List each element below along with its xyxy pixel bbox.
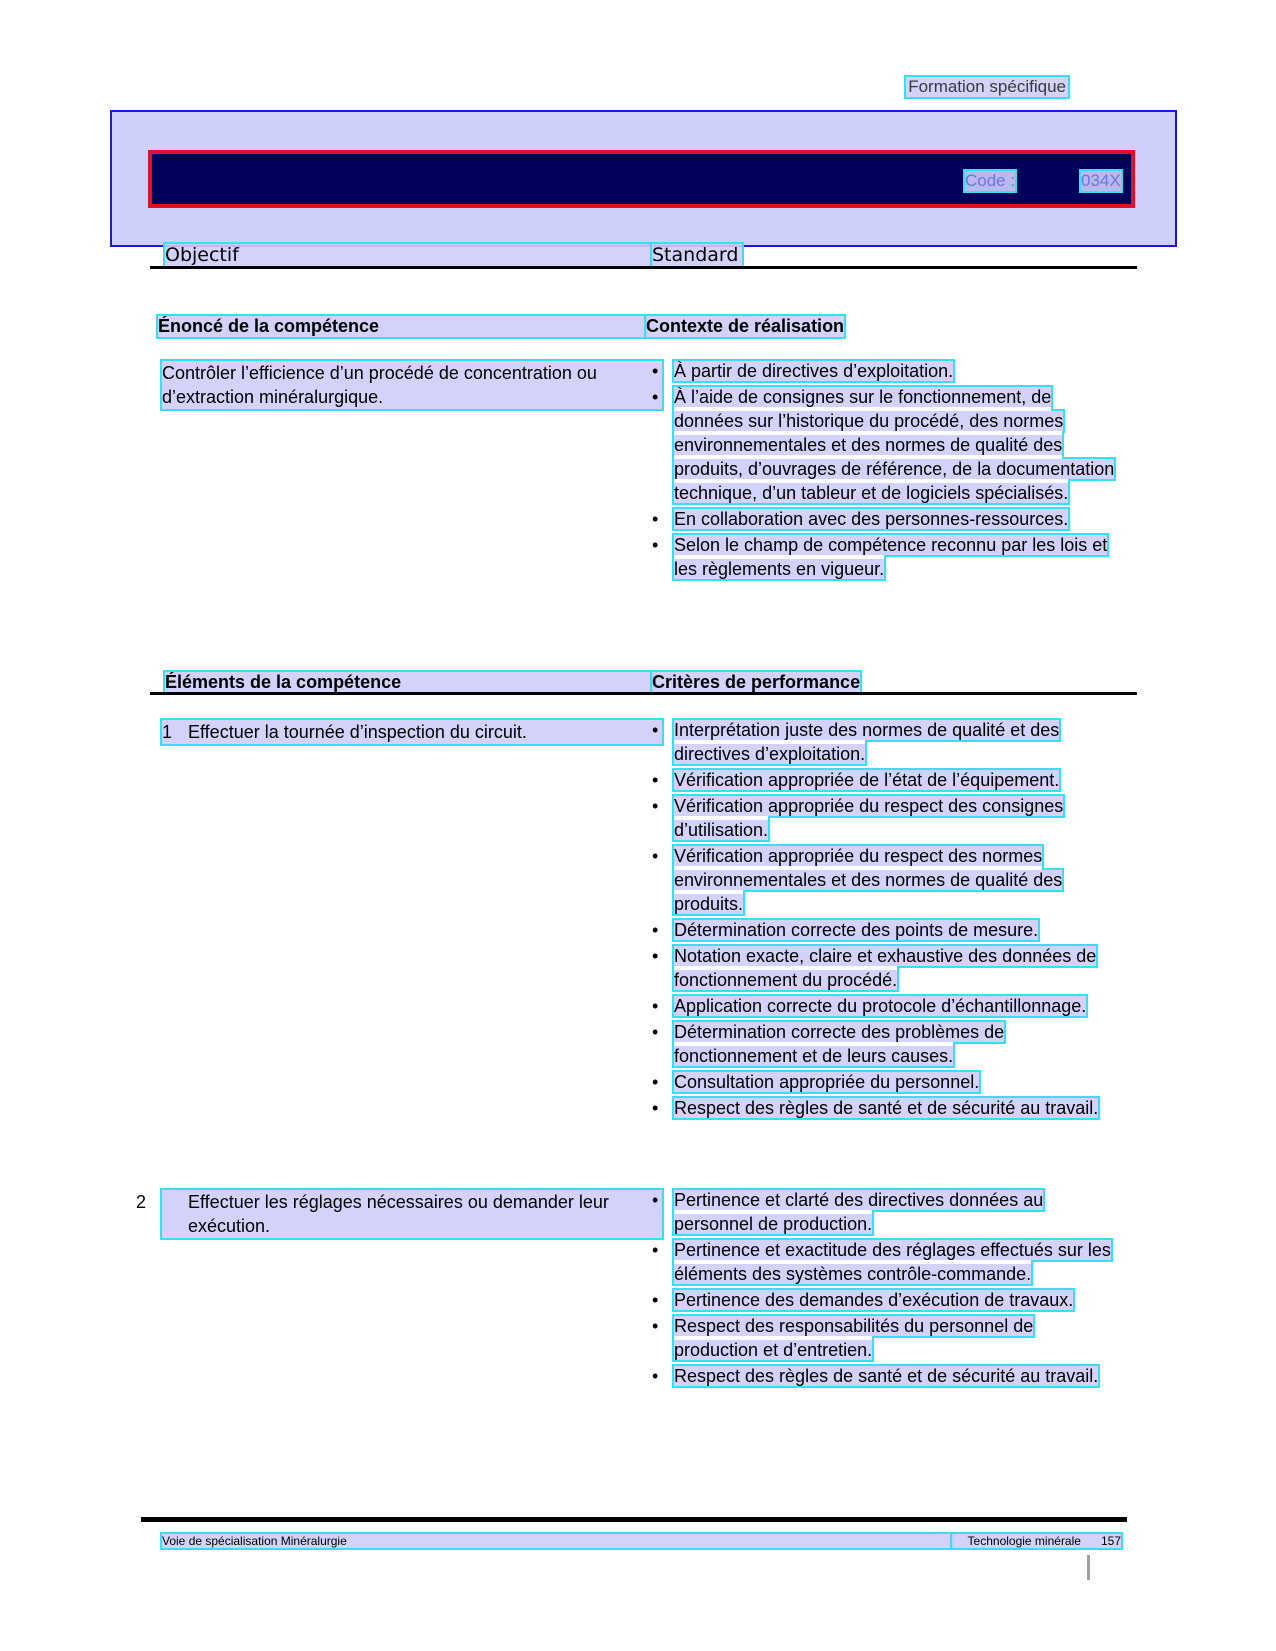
standard-heading: Standard <box>652 244 742 266</box>
objectif-heading: Objectif <box>165 244 652 266</box>
criteria-list-2 <box>652 1188 1122 1390</box>
bullet-icon: • <box>652 361 659 381</box>
bullet-icon: • <box>652 1240 659 1260</box>
bullet-icon: • <box>652 846 659 866</box>
code-spacer <box>1020 171 1076 190</box>
critere-item <box>652 1288 1122 1312</box>
footer-left: Voie de spécialisation Minéralurgie <box>162 1534 952 1548</box>
bullet-text: Consultation appropriée du personnel. <box>674 1072 980 1092</box>
critere-item <box>652 1020 1122 1068</box>
bullet-text: Respect des règles de santé et de sécurité au travail. <box>674 1366 1099 1386</box>
critere-item <box>652 1238 1122 1286</box>
bullet-text: Vérification appropriée du respect des normes environnementales et des normes de qualité des produits. <box>674 846 1063 914</box>
elements-heading: Éléments de la compétence <box>165 672 652 693</box>
critere-item <box>652 1096 1122 1120</box>
contexte-item <box>652 385 1122 505</box>
bullet-icon: • <box>652 1022 659 1042</box>
footer-right <box>952 1534 1121 1548</box>
contexte-item <box>652 507 1122 531</box>
bullet-text: Pertinence des demandes d’exécution de travaux. <box>674 1290 1074 1310</box>
bullet-text: À l’aide de consignes sur le fonctionnement, de données sur l’historique du procédé, des normes environnementales et des normes de qualité des produits, d’ouvrages de référence, de la documentation technique, d’un tableur et de logiciels spécialisés. <box>674 387 1115 503</box>
contexte-item <box>652 533 1122 581</box>
bullet-text: Vérification appropriée du respect des consignes d’utilisation. <box>674 796 1064 840</box>
enonce-heading: Énoncé de la compétence <box>158 316 645 337</box>
enonce-text: Contrôler l’efficience d’un procédé de concentration ou d’extraction minéralurgique. <box>162 361 662 409</box>
bullet-icon: • <box>652 387 659 407</box>
bullet-text: Notation exacte, claire et exhaustive des données de fonctionnement du procédé. <box>674 946 1097 990</box>
element-2 <box>136 1190 662 1238</box>
bullet-icon: • <box>652 1072 659 1092</box>
critere-item <box>652 1188 1122 1236</box>
bullet-text: Selon le champ de compétence reconnu par les lois et les règlements en vigueur. <box>674 535 1108 579</box>
contexte-list <box>652 359 1122 583</box>
bullet-text: Respect des responsabilités du personnel de production et d’entretien. <box>674 1316 1034 1360</box>
bullet-icon: • <box>652 946 659 966</box>
footer-right-text: Technologie minérale <box>967 1534 1081 1548</box>
critere-item <box>652 768 1122 792</box>
elements-divider <box>150 692 1137 695</box>
column-divider <box>150 266 1137 269</box>
element-text: Effectuer la tournée d’inspection du circuit. <box>188 722 527 742</box>
critere-item <box>652 918 1122 942</box>
critere-item <box>652 1070 1122 1094</box>
bullet-text: À partir de directives d’exploitation. <box>674 361 954 381</box>
bullet-icon: • <box>652 920 659 940</box>
critere-item <box>652 1364 1122 1388</box>
bullet-text: Application correcte du protocole d’échantillonnage. <box>674 996 1087 1016</box>
bullet-text: Pertinence et clarté des directives données au personnel de production. <box>674 1190 1044 1234</box>
bullet-icon: • <box>652 1290 659 1310</box>
bullet-icon: • <box>652 509 659 529</box>
critere-item <box>652 718 1122 766</box>
footer-rule <box>141 1517 1127 1522</box>
bullet-text: Vérification appropriée de l’état de l’équipement. <box>674 770 1060 790</box>
element-text: Effectuer les réglages nécessaires ou demander leur exécution. <box>188 1192 609 1236</box>
bullet-icon: • <box>652 1098 659 1118</box>
code-label: Code : <box>965 171 1016 190</box>
criteria-list-1 <box>652 718 1122 1122</box>
bullet-icon: • <box>652 1366 659 1386</box>
contexte-heading: Contexte de réalisation <box>646 316 845 336</box>
bullet-icon: • <box>652 720 659 740</box>
bullet-text: Détermination correcte des points de mesure. <box>674 920 1039 940</box>
bullet-icon: • <box>652 796 659 816</box>
bullet-text: Détermination correcte des problèmes de fonctionnement et de leurs causes. <box>674 1022 1005 1066</box>
bullet-icon: • <box>652 535 659 555</box>
bullet-text: Interprétation juste des normes de qualité et des directives d’exploitation. <box>674 720 1060 764</box>
contexte-item <box>652 359 1122 383</box>
bullet-icon: • <box>652 770 659 790</box>
element-1 <box>162 720 662 744</box>
bullet-text: Pertinence et exactitude des réglages effectués sur les éléments des systèmes contrôle-commande. <box>674 1240 1111 1284</box>
critere-item <box>652 844 1122 916</box>
critere-item <box>652 944 1122 992</box>
footer-mark <box>1087 1555 1090 1580</box>
bullet-text: En collaboration avec des personnes-ressources. <box>674 509 1069 529</box>
bullet-text: Respect des règles de santé et de sécurité au travail. <box>674 1098 1099 1118</box>
criteres-heading: Critères de performance <box>652 672 861 692</box>
page-number: 157 <box>1100 1534 1121 1548</box>
element-number: 1 <box>162 722 173 742</box>
bullet-icon: • <box>652 1190 659 1210</box>
bullet-icon: • <box>652 996 659 1016</box>
critere-item <box>652 994 1122 1018</box>
section-label: Formation spécifique <box>908 77 1066 96</box>
critere-item <box>652 1314 1122 1362</box>
bullet-icon: • <box>652 1316 659 1336</box>
critere-item <box>652 794 1122 842</box>
code-value: 034X <box>1081 171 1121 190</box>
element-number: 2 <box>136 1192 147 1212</box>
